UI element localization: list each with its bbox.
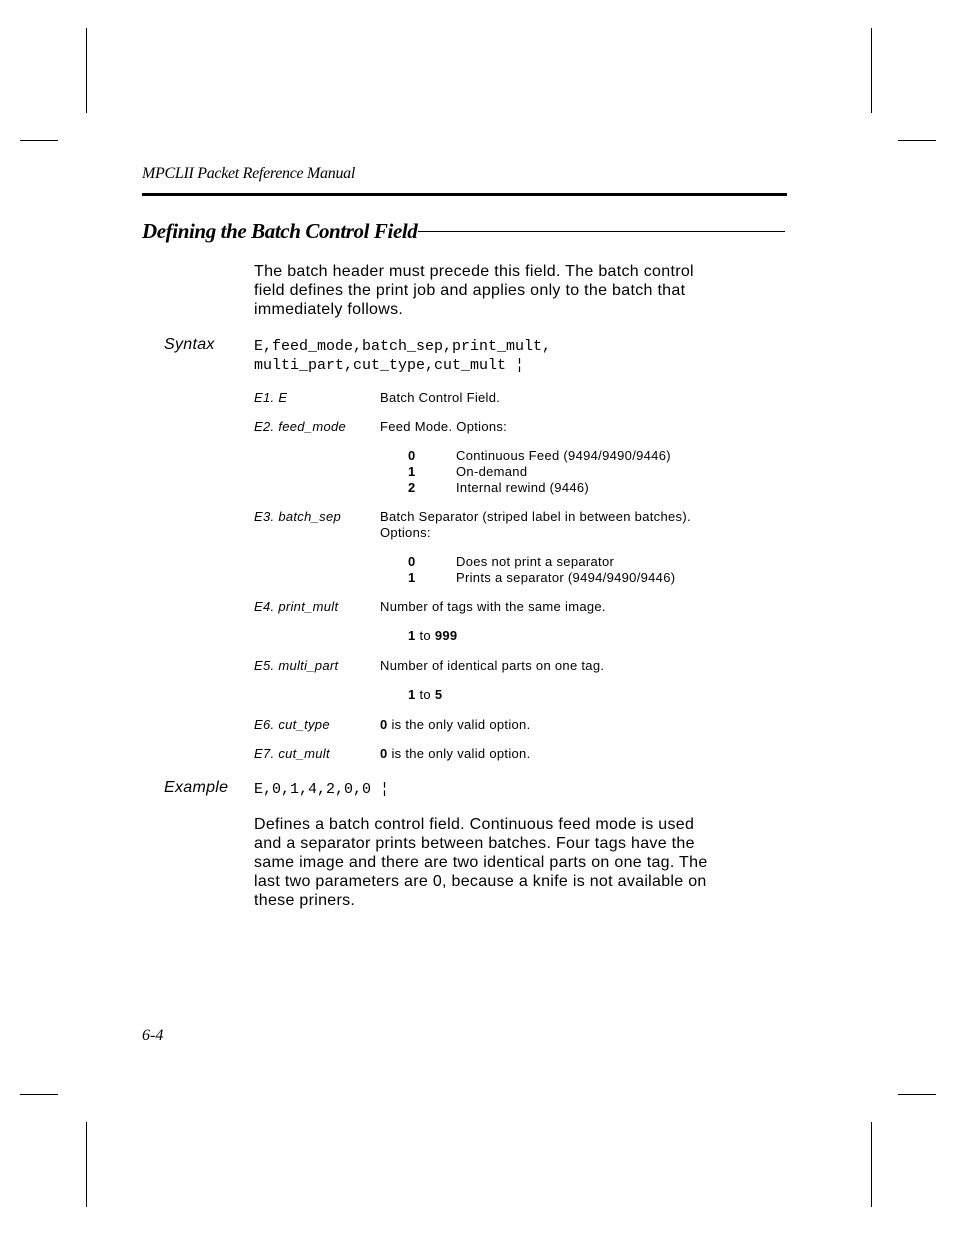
- param-e3-desc: [380, 509, 780, 541]
- range-from: 1: [408, 687, 416, 702]
- intro-line: The batch header must precede this field. The batch control: [254, 263, 694, 280]
- syntax-label: Syntax: [164, 336, 215, 353]
- param-desc-text: is the only valid option.: [391, 746, 531, 761]
- crop-mark: [20, 140, 58, 141]
- header-rule: [142, 193, 787, 196]
- param-e6-name: E6. cut_type: [254, 717, 330, 732]
- section-title-text: Defining the Batch Control Field: [142, 219, 418, 243]
- section-title: [142, 219, 785, 244]
- range-to: 999: [434, 628, 458, 643]
- param-e5-desc: Number of identical parts on one tag.: [380, 658, 605, 673]
- crop-mark: [86, 1122, 87, 1207]
- crop-mark: [871, 1122, 872, 1207]
- param-e6-desc: [380, 717, 780, 733]
- param-e2-name: E2. feed_mode: [254, 419, 347, 434]
- syntax-code: [254, 337, 551, 375]
- param-e7-name: E7. cut_mult: [254, 746, 330, 761]
- param-e5-name: E5. multi_part: [254, 658, 339, 673]
- range-from: 1: [408, 628, 416, 643]
- intro-line: field defines the print job and applies only to the batch that: [254, 282, 686, 299]
- option-code: 0: [408, 448, 416, 463]
- param-e4-desc: Number of tags with the same image.: [380, 599, 606, 614]
- option-text: Continuous Feed (9494/9490/9446): [456, 448, 671, 463]
- example-label: Example: [164, 779, 229, 796]
- option-code: 2: [408, 480, 416, 495]
- param-e4-name: E4. print_mult: [254, 599, 339, 614]
- param-e3-name: E3. batch_sep: [254, 509, 342, 524]
- crop-mark: [871, 28, 872, 113]
- param-desc-line: Batch Separator (striped label in between batches).: [380, 509, 691, 524]
- option-text: On-demand: [456, 464, 528, 479]
- intro-paragraph: [254, 262, 784, 319]
- param-desc-line: Options:: [380, 525, 431, 540]
- syntax-line: E,feed_mode,batch_sep,print_mult,: [254, 338, 552, 355]
- range-to-word: to: [419, 687, 431, 702]
- crop-mark: [898, 140, 936, 141]
- page-number: 6-4: [142, 1027, 164, 1044]
- option-text: Internal rewind (9446): [456, 480, 590, 495]
- param-e7-desc: [380, 746, 780, 762]
- example-line: these priners.: [254, 892, 356, 909]
- example-line: Defines a batch control field. Continuous feed mode is used: [254, 816, 695, 833]
- syntax-line: multi_part,cut_type,cut_mult ¦: [254, 357, 525, 374]
- param-code: 0: [380, 717, 388, 732]
- example-line: same image and there are two identical parts on one tag. The: [254, 854, 708, 871]
- range-to-word: to: [419, 628, 431, 643]
- param-e2-desc: Feed Mode. Options:: [380, 419, 508, 434]
- example-description: [254, 815, 784, 910]
- param-e5-range: [408, 687, 442, 702]
- crop-mark: [898, 1094, 936, 1095]
- param-desc-text: is the only valid option.: [391, 717, 531, 732]
- crop-mark: [20, 1094, 58, 1095]
- param-code: 0: [380, 746, 388, 761]
- crop-mark: [86, 28, 87, 113]
- option-code: 1: [408, 570, 416, 585]
- running-head: MPCLII Packet Reference Manual: [142, 165, 355, 182]
- param-e4-range: [408, 628, 457, 643]
- option-code: 1: [408, 464, 416, 479]
- title-rule: [418, 231, 785, 232]
- option-code: 0: [408, 554, 416, 569]
- option-text: Prints a separator (9494/9490/9446): [456, 570, 676, 585]
- intro-line: immediately follows.: [254, 301, 404, 318]
- example-line: last two parameters are 0, because a knife is not available on: [254, 873, 707, 890]
- example-code: E,0,1,4,2,0,0 ¦: [254, 781, 390, 798]
- param-e1-desc: Batch Control Field.: [380, 390, 501, 405]
- option-text: Does not print a separator: [456, 554, 615, 569]
- example-line: and a separator prints between batches. Four tags have the: [254, 835, 695, 852]
- range-to: 5: [434, 687, 443, 702]
- param-e1-name: E1. E: [254, 390, 288, 405]
